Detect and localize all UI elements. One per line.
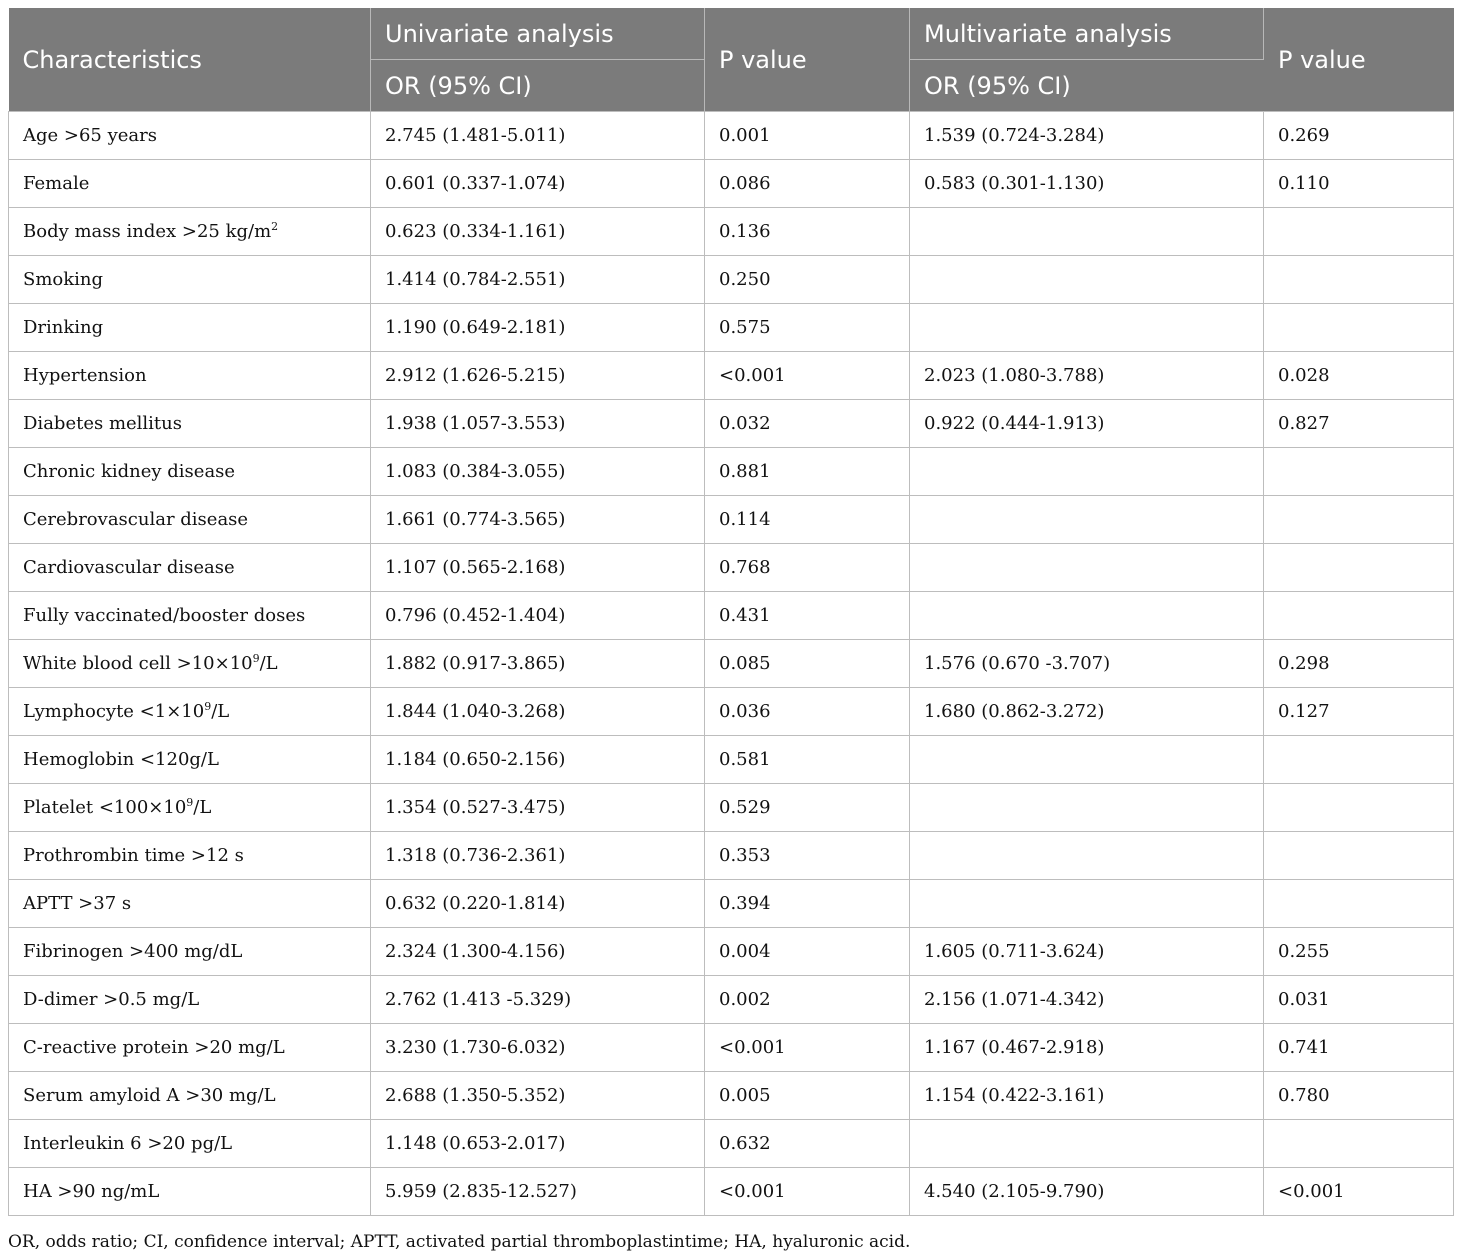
cell-multivariate-p: 0.298 [1264, 640, 1454, 688]
characteristic-label: Body mass index >25 kg/m [23, 221, 272, 242]
characteristic-label: D-dimer >0.5 mg/L [23, 989, 200, 1010]
characteristic-label: Drinking [23, 317, 104, 338]
cell-univariate-p: 0.250 [705, 256, 910, 304]
cell-univariate-p: 0.001 [705, 112, 910, 160]
cell-univariate-p: 0.575 [705, 304, 910, 352]
table-body [9, 112, 1454, 1216]
cell-univariate-p: 0.036 [705, 688, 910, 736]
cell-univariate-p: 0.768 [705, 544, 910, 592]
cell-multivariate-p [1264, 304, 1454, 352]
table-row [9, 1120, 1454, 1168]
characteristic-label: Cardiovascular disease [23, 557, 235, 578]
cell-characteristic [9, 976, 371, 1024]
table-row [9, 832, 1454, 880]
header-p-value-univariate: P value [705, 8, 910, 112]
cell-characteristic [9, 736, 371, 784]
cell-multivariate-or [910, 784, 1264, 832]
cell-multivariate-p: 0.827 [1264, 400, 1454, 448]
cell-univariate-p: 0.353 [705, 832, 910, 880]
table-row [9, 928, 1454, 976]
cell-univariate-or: 3.230 (1.730-6.032) [371, 1024, 705, 1072]
characteristic-label: Fibrinogen >400 mg/dL [23, 941, 243, 962]
cell-multivariate-or [910, 1120, 1264, 1168]
cell-multivariate-or: 4.540 (2.105-9.790) [910, 1168, 1264, 1216]
characteristic-label: White blood cell >10×10 [23, 653, 253, 674]
table-row [9, 880, 1454, 928]
cell-multivariate-p [1264, 256, 1454, 304]
characteristic-label: Hemoglobin <120g/L [23, 749, 219, 770]
table-header [9, 8, 1454, 112]
cell-characteristic [9, 1024, 371, 1072]
cell-univariate-or: 1.844 (1.040-3.268) [371, 688, 705, 736]
cell-multivariate-p [1264, 1120, 1454, 1168]
cell-characteristic [9, 688, 371, 736]
cell-univariate-or: 1.318 (0.736-2.361) [371, 832, 705, 880]
cell-univariate-p: 0.394 [705, 880, 910, 928]
cell-univariate-or: 1.661 (0.774-3.565) [371, 496, 705, 544]
cell-univariate-or: 0.632 (0.220-1.814) [371, 880, 705, 928]
characteristic-unit-suffix: /L [259, 653, 278, 674]
cell-multivariate-or: 1.680 (0.862-3.272) [910, 688, 1264, 736]
cell-multivariate-or: 2.023 (1.080-3.788) [910, 352, 1264, 400]
table-row [9, 256, 1454, 304]
cell-multivariate-p: 0.741 [1264, 1024, 1454, 1072]
characteristic-label: Female [23, 173, 90, 194]
cell-multivariate-p [1264, 208, 1454, 256]
cell-multivariate-p [1264, 832, 1454, 880]
cell-univariate-or: 0.796 (0.452-1.404) [371, 592, 705, 640]
cell-univariate-p: 0.881 [705, 448, 910, 496]
cell-characteristic [9, 592, 371, 640]
cell-characteristic [9, 400, 371, 448]
characteristic-superscript: 9 [204, 700, 212, 713]
cell-univariate-p: 0.032 [705, 400, 910, 448]
cell-characteristic [9, 256, 371, 304]
cell-multivariate-p [1264, 448, 1454, 496]
cell-multivariate-or [910, 736, 1264, 784]
characteristic-label: Hypertension [23, 365, 147, 386]
characteristic-unit-suffix: /L [193, 797, 212, 818]
cell-characteristic [9, 1072, 371, 1120]
cell-univariate-p: <0.001 [705, 352, 910, 400]
cell-univariate-p: 0.529 [705, 784, 910, 832]
characteristic-superscript: 9 [186, 796, 194, 809]
cell-multivariate-or [910, 592, 1264, 640]
table-row [9, 592, 1454, 640]
table-row [9, 1024, 1454, 1072]
cell-multivariate-p: 0.031 [1264, 976, 1454, 1024]
characteristic-label: Diabetes mellitus [23, 413, 182, 434]
characteristic-label: APTT >37 s [23, 893, 132, 914]
cell-univariate-p: 0.086 [705, 160, 910, 208]
cell-characteristic [9, 1120, 371, 1168]
cell-characteristic [9, 1168, 371, 1216]
cell-univariate-p: 0.114 [705, 496, 910, 544]
characteristic-label: C-reactive protein >20 mg/L [23, 1037, 285, 1058]
cell-univariate-p: 0.581 [705, 736, 910, 784]
cell-multivariate-or: 1.167 (0.467-2.918) [910, 1024, 1264, 1072]
characteristic-label: Interleukin 6 >20 pg/L [23, 1133, 233, 1154]
cell-univariate-or: 2.688 (1.350-5.352) [371, 1072, 705, 1120]
cell-multivariate-p [1264, 784, 1454, 832]
cell-multivariate-or: 1.539 (0.724-3.284) [910, 112, 1264, 160]
table-row [9, 304, 1454, 352]
table-row [9, 1072, 1454, 1120]
cell-characteristic [9, 928, 371, 976]
cell-univariate-or: 2.324 (1.300-4.156) [371, 928, 705, 976]
table-row [9, 448, 1454, 496]
cell-univariate-or: 0.601 (0.337-1.074) [371, 160, 705, 208]
table-row [9, 544, 1454, 592]
header-or-ci-multivariate: OR (95% CI) [910, 60, 1264, 112]
cell-multivariate-or: 1.154 (0.422-3.161) [910, 1072, 1264, 1120]
cell-characteristic [9, 784, 371, 832]
cell-characteristic [9, 160, 371, 208]
cell-characteristic [9, 208, 371, 256]
cell-multivariate-or: 1.605 (0.711-3.624) [910, 928, 1264, 976]
characteristic-superscript: 2 [271, 220, 279, 233]
cell-univariate-or: 1.938 (1.057-3.553) [371, 400, 705, 448]
cell-univariate-or: 2.745 (1.481-5.011) [371, 112, 705, 160]
cell-characteristic [9, 544, 371, 592]
characteristic-superscript: 9 [252, 652, 260, 665]
cell-univariate-or: 1.190 (0.649-2.181) [371, 304, 705, 352]
cell-univariate-p: 0.002 [705, 976, 910, 1024]
cell-multivariate-or [910, 208, 1264, 256]
table-row [9, 208, 1454, 256]
characteristic-label: HA >90 ng/mL [23, 1181, 160, 1202]
cell-multivariate-or [910, 880, 1264, 928]
cell-multivariate-or [910, 544, 1264, 592]
cell-univariate-p: 0.085 [705, 640, 910, 688]
characteristic-label: Cerebrovascular disease [23, 509, 249, 530]
cell-univariate-p: 0.632 [705, 1120, 910, 1168]
table-row [9, 784, 1454, 832]
cell-characteristic [9, 352, 371, 400]
cell-multivariate-p [1264, 496, 1454, 544]
cell-univariate-p: 0.431 [705, 592, 910, 640]
table-row [9, 976, 1454, 1024]
cell-multivariate-or [910, 256, 1264, 304]
cell-multivariate-p: 0.780 [1264, 1072, 1454, 1120]
table-row [9, 688, 1454, 736]
cell-characteristic [9, 448, 371, 496]
cell-multivariate-p [1264, 880, 1454, 928]
cell-multivariate-p [1264, 736, 1454, 784]
cell-univariate-p: <0.001 [705, 1024, 910, 1072]
table-footnote: OR, odds ratio; CI, confidence interval; APTT, activated partial thromboplastintime; HA, hyaluronic acid. [8, 1232, 911, 1252]
cell-multivariate-p: <0.001 [1264, 1168, 1454, 1216]
cell-univariate-p: 0.005 [705, 1072, 910, 1120]
cell-univariate-p: <0.001 [705, 1168, 910, 1216]
cell-univariate-p: 0.136 [705, 208, 910, 256]
cell-characteristic [9, 112, 371, 160]
cell-univariate-or: 1.148 (0.653-2.017) [371, 1120, 705, 1168]
characteristic-label: Chronic kidney disease [23, 461, 236, 482]
cell-multivariate-p: 0.269 [1264, 112, 1454, 160]
regression-table [8, 8, 1454, 1216]
cell-multivariate-or [910, 448, 1264, 496]
cell-univariate-p: 0.004 [705, 928, 910, 976]
characteristic-unit-suffix: /L [211, 701, 230, 722]
cell-univariate-or: 5.959 (2.835-12.527) [371, 1168, 705, 1216]
table-row [9, 160, 1454, 208]
cell-univariate-or: 0.623 (0.334-1.161) [371, 208, 705, 256]
characteristic-label: Smoking [23, 269, 104, 290]
cell-multivariate-p: 0.127 [1264, 688, 1454, 736]
cell-multivariate-p [1264, 592, 1454, 640]
cell-univariate-or: 1.083 (0.384-3.055) [371, 448, 705, 496]
cell-multivariate-p [1264, 544, 1454, 592]
table-row [9, 112, 1454, 160]
table-row [9, 736, 1454, 784]
cell-characteristic [9, 304, 371, 352]
table-row [9, 400, 1454, 448]
characteristic-label: Platelet <100×10 [23, 797, 187, 818]
header-p-value-multivariate: P value [1264, 8, 1454, 112]
cell-characteristic [9, 640, 371, 688]
header-or-ci-univariate: OR (95% CI) [371, 60, 705, 112]
cell-multivariate-or: 2.156 (1.071-4.342) [910, 976, 1264, 1024]
cell-multivariate-p: 0.255 [1264, 928, 1454, 976]
cell-univariate-or: 2.912 (1.626-5.215) [371, 352, 705, 400]
characteristic-label: Age >65 years [23, 125, 157, 146]
cell-characteristic [9, 496, 371, 544]
cell-multivariate-or [910, 304, 1264, 352]
characteristic-label: Lymphocyte <1×10 [23, 701, 205, 722]
cell-multivariate-or: 1.576 (0.670 -3.707) [910, 640, 1264, 688]
characteristic-label: Serum amyloid A >30 mg/L [23, 1085, 276, 1106]
header-characteristics: Characteristics [9, 8, 371, 112]
cell-characteristic [9, 832, 371, 880]
table-row [9, 496, 1454, 544]
cell-univariate-or: 1.414 (0.784-2.551) [371, 256, 705, 304]
characteristic-label: Prothrombin time >12 s [23, 845, 244, 866]
cell-multivariate-or: 0.922 (0.444-1.913) [910, 400, 1264, 448]
cell-univariate-or: 1.354 (0.527-3.475) [371, 784, 705, 832]
regression-table-container [8, 8, 1453, 1216]
table-row [9, 352, 1454, 400]
cell-univariate-or: 1.107 (0.565-2.168) [371, 544, 705, 592]
table-row [9, 640, 1454, 688]
cell-multivariate-or [910, 832, 1264, 880]
header-univariate: Univariate analysis [371, 8, 705, 60]
cell-multivariate-p: 0.028 [1264, 352, 1454, 400]
header-multivariate: Multivariate analysis [910, 8, 1264, 60]
cell-characteristic [9, 880, 371, 928]
cell-multivariate-or: 0.583 (0.301-1.130) [910, 160, 1264, 208]
cell-multivariate-or [910, 496, 1264, 544]
cell-univariate-or: 1.184 (0.650-2.156) [371, 736, 705, 784]
cell-univariate-or: 1.882 (0.917-3.865) [371, 640, 705, 688]
table-row [9, 1168, 1454, 1216]
cell-univariate-or: 2.762 (1.413 -5.329) [371, 976, 705, 1024]
cell-multivariate-p: 0.110 [1264, 160, 1454, 208]
characteristic-label: Fully vaccinated/booster doses [23, 605, 306, 626]
